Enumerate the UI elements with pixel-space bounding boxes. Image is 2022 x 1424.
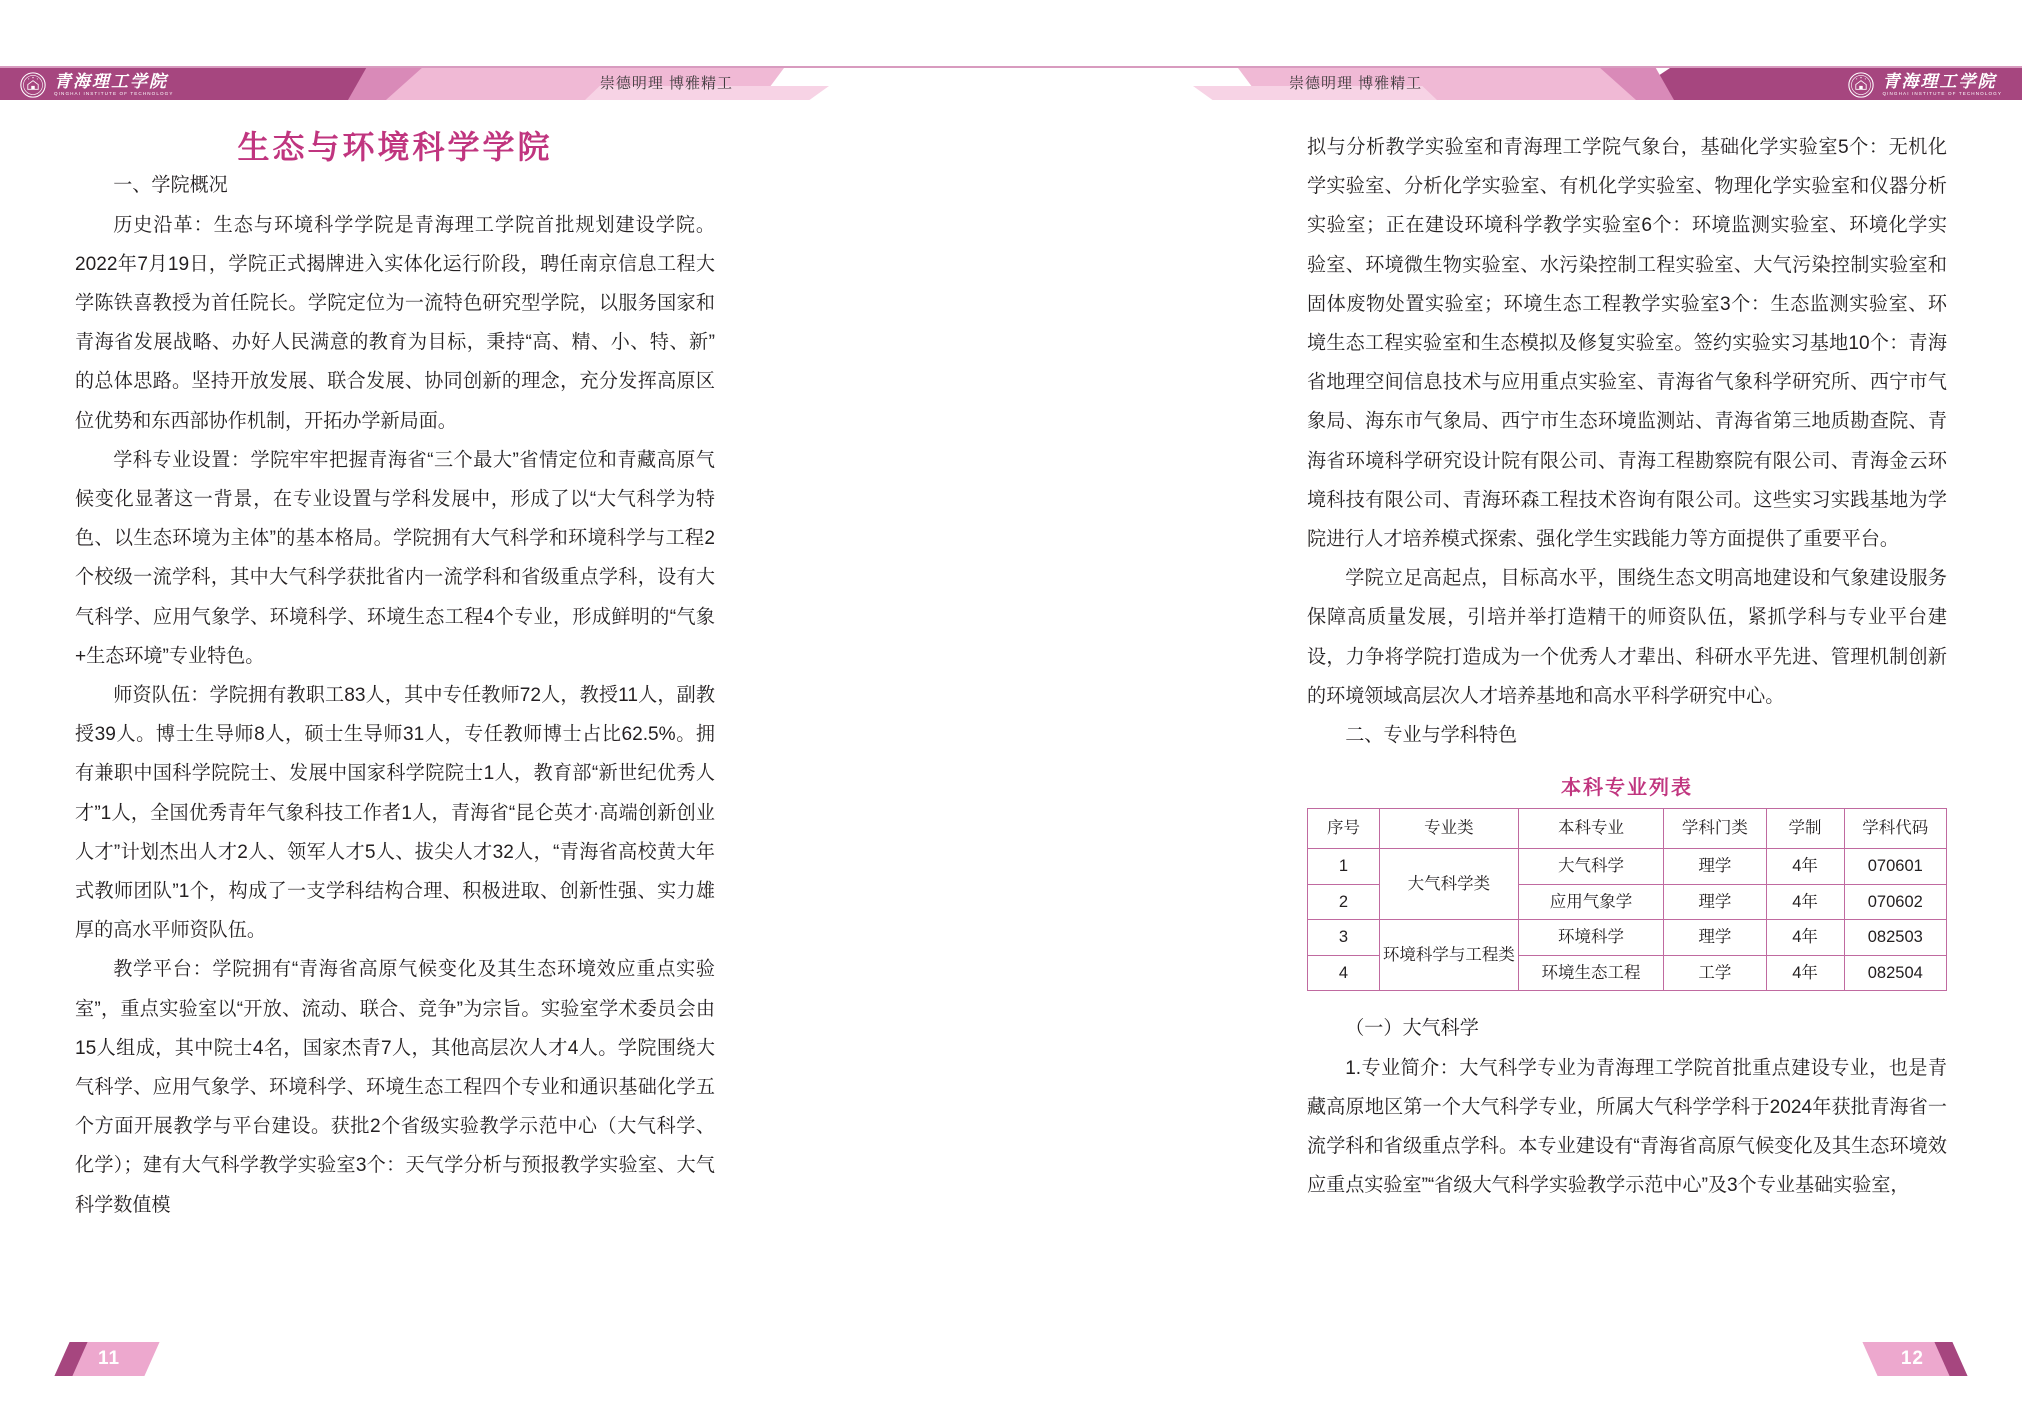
- cell-major: 大气科学: [1518, 848, 1663, 884]
- left-content-column: [75, 0, 715, 1424]
- cell-category: 环境科学与工程类: [1379, 920, 1518, 991]
- paragraph-vision: 学院立足高起点，目标高水平，围绕生态文明高地建设和气象建设服务保障高质量发展，引培并举打造精干的师资队伍，紧抓学科与专业平台建设，力争将学院打造成为一个优秀人才辈出、科研水平先进、管理机制创新的环境领域高层次人才培养基地和高水平科学研究中心。: [1307, 568, 1947, 707]
- section-heading-overview: 一、学院概况: [113, 175, 228, 197]
- column-header-category: 专业类: [1379, 809, 1518, 849]
- cell-no: 4: [1308, 955, 1380, 991]
- cell-no: 1: [1308, 848, 1380, 884]
- cell-duration: 4年: [1766, 955, 1844, 991]
- cell-discipline: 理学: [1664, 884, 1766, 920]
- cell-code: 070601: [1844, 848, 1946, 884]
- cell-major: 环境科学: [1518, 920, 1663, 956]
- section-heading-specialties: 二、专业与学科特色: [1345, 725, 1518, 747]
- undergraduate-majors-table: [1307, 808, 1947, 991]
- cell-major: 应用气象学: [1518, 884, 1663, 920]
- logo-name-en: QINGHAI INSTITUTE OF TECHNOLOGY: [1882, 91, 2002, 97]
- cell-duration: 4年: [1766, 848, 1844, 884]
- column-header-duration: 学制: [1766, 809, 1844, 849]
- table-caption: 本科专业列表: [1561, 777, 1693, 800]
- table-header-row: [1308, 809, 1947, 849]
- paragraph-disciplines: 学科专业设置：学院牢牢把握青海省“三个最大”省情定位和青藏高原气候变化显著这一背景，在专业设置与学科发展中，形成了以“大气科学为特色、以生态环境为主体”的基本格局。学院拥有大气科学和环境科学与工程2个校级一流学科，其中大气科学获批省内一流学科和省级重点学科，设有大气科学、应用气象学、环境科学、环境生态工程4个专业，形成鲜明的“气象+生态环境”专业特色。: [75, 449, 715, 667]
- page-title: 生态与环境科学学院: [237, 129, 553, 165]
- cell-duration: 4年: [1766, 920, 1844, 956]
- paragraph-faculty: 师资队伍：学院拥有教职工83人，其中专任教师72人，教授11人，副教授39人。博士生导师8人，硕士生导师31人，专任教师博士占比62.5%。拥有兼职中国科学院院士、发展中国家科学院院士1人，教育部“新世纪优秀人才”1人，全国优秀青年气象科技工作者1人，青海省“昆仑英才·高端创新创业人才”计划杰出人才2人、领军人才5人、拔尖人才32人，“青海省高校黄大年式教师团队”1个，构成了一支学科结构合理、积极进取、创新性强、实力雄厚的高水平师资队伍。: [75, 685, 715, 942]
- table-row: [1308, 920, 1947, 956]
- cell-category: 大气科学类: [1379, 848, 1518, 919]
- paragraph-teaching-platform: 教学平台：学院拥有“青海省高原气候变化及其生态环境效应重点实验室”，重点实验室以“开放、流动、联合、竞争”为宗旨。实验室学术委员会由15人组成，其中院士4名，国家杰青7人，其他高层次人才4人。学院围绕大气科学、应用气象学、环境科学、环境生态工程四个专业和通识基础化学五个方面开展教学与平台建设。获批2个省级实验教学示范中心（大气科学、化学）；建有大气科学教学实验室3个：天气学分析与预报教学实验室、大气科学数值模: [75, 959, 715, 1216]
- table-row: [1308, 848, 1947, 884]
- page-number-label: 12: [1900, 1348, 1924, 1369]
- paragraph-major-intro: 1.专业简介：大气科学专业为青海理工学院首批重点建设专业，也是青藏高原地区第一个大气科学专业，所属大气科学学科于2024年获批青海省一流学科和省级重点学科。本专业建设有“青海省高原气候变化及其生态环境效应重点实验室”“省级大气科学实验教学示范中心”及3个专业基础实验室，: [1307, 1057, 1947, 1197]
- cell-duration: 4年: [1766, 884, 1844, 920]
- column-header-no: 序号: [1308, 809, 1380, 849]
- header-motto: 崇德明理 博雅精工: [1289, 75, 1423, 92]
- paragraph-history: 历史沿革：生态与环境科学学院是青海理工学院首批规划建设学院。2022年7月19日，学院正式揭牌进入实体化运行阶段，聘任南京信息工程大学陈铁喜教授为首任院长。学院定位为一流特色研究型学院，以服务国家和青海省发展战略、办好人民满意的教育为目标，秉持“高、精、小、特、新”的总体思路。坚持开放发展、联合发展、协同创新的理念，充分发挥高原区位优势和东西部协作机制，开拓办学新局面。: [75, 214, 715, 432]
- cell-no: 3: [1308, 920, 1380, 956]
- page-number-label: 11: [98, 1348, 121, 1369]
- column-header-discipline: 学科门类: [1664, 809, 1766, 849]
- page-right: [1011, 0, 2022, 1424]
- logo-name-cn: 青海理工学院: [54, 72, 168, 92]
- page-number-tab-right: [1852, 1342, 1960, 1380]
- logo-name-cn: 青海理工学院: [1882, 72, 1997, 92]
- cell-major: 环境生态工程: [1518, 955, 1663, 991]
- page-number-tab-left: [62, 1342, 170, 1380]
- cell-code: 082504: [1844, 955, 1946, 991]
- cell-discipline: 工学: [1664, 955, 1766, 991]
- cell-discipline: 理学: [1664, 920, 1766, 956]
- header-motto: 崇德明理 博雅精工: [599, 75, 733, 92]
- cell-code: 082503: [1844, 920, 1946, 956]
- column-header-major: 本科专业: [1518, 809, 1663, 849]
- column-header-code: 学科代码: [1844, 809, 1946, 849]
- cell-code: 070602: [1844, 884, 1946, 920]
- cell-discipline: 理学: [1664, 848, 1766, 884]
- subsection-heading-atmospheric-science: （一）大气科学: [1345, 1018, 1479, 1040]
- paragraph-labs: 拟与分析教学实验室和青海理工学院气象台，基础化学实验室5个：无机化学实验室、分析化学实验室、有机化学实验室、物理化学实验室和仪器分析实验室；正在建设环境科学教学实验室6个：环境监测实验室、环境化学实验室、环境微生物实验室、水污染控制工程实验室、大气污染控制实验室和固体废物处置实验室；环境生态工程教学实验室3个：生态监测实验室、环境生态工程实验室和生态模拟及修复实验室。签约实验实习基地10个：青海省地理空间信息技术与应用重点实验室、青海省气象科学研究所、西宁市气象局、海东市气象局、西宁市生态环境监测站、青海省第三地质勘查院、青海省环境科学研究设计院有限公司、青海工程勘察院有限公司、青海金云环境科技有限公司、青海环森工程技术咨询有限公司。这些实习实践基地为学院进行人才培养模式探索、强化学生实践能力等方面提供了重要平台。: [1307, 137, 1947, 551]
- logo-name-en: QINGHAI INSTITUTE OF TECHNOLOGY: [54, 91, 174, 97]
- cell-no: 2: [1308, 884, 1380, 920]
- right-content-column: [1307, 0, 1947, 1424]
- university-seal-icon: [20, 72, 46, 98]
